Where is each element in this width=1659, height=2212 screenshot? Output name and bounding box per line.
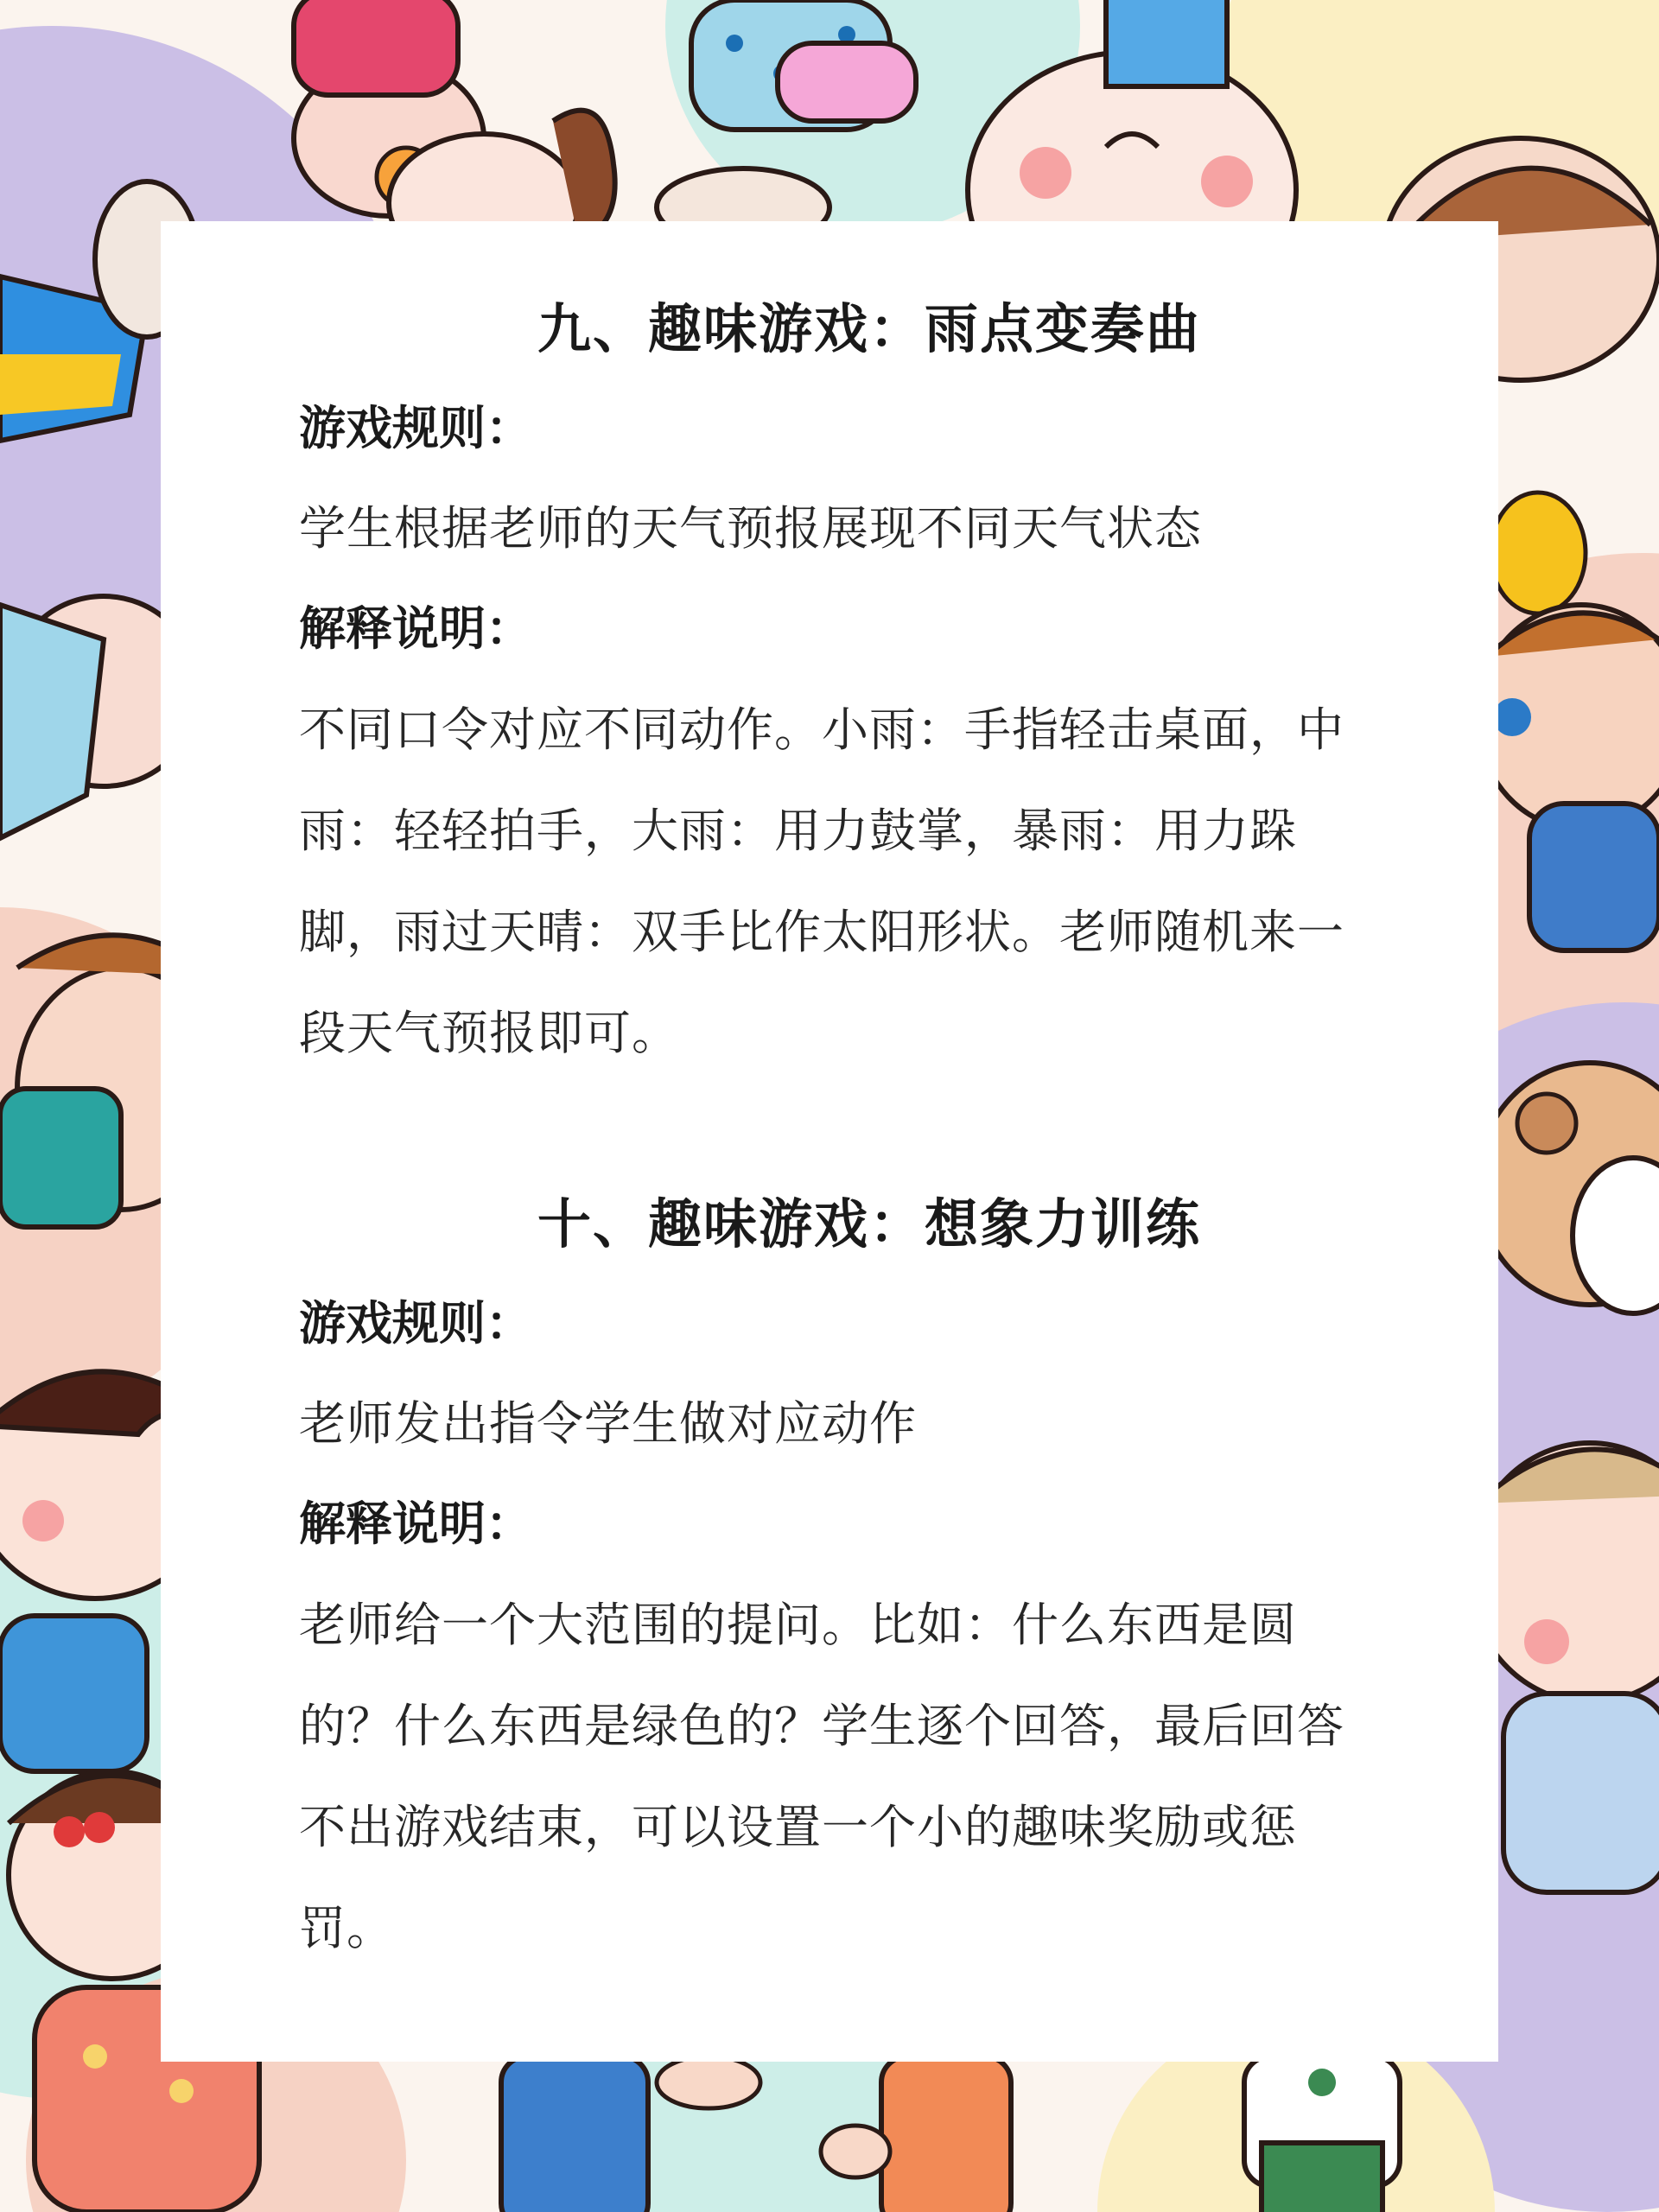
rules-label: 游戏规则：: [299, 1296, 532, 1351]
explain-label: 解释说明：: [299, 601, 532, 656]
explain-text: 老师给一个大范围的提问。比如：什么东西是圆的？什么东西是绿色的？学生逐个回答，最后回答不出游戏结束，可以设置一个小的趣味奖励或惩罚。: [299, 1598, 1344, 1955]
content-area: [299, 282, 1388, 1979]
rules-text: 老师发出指令学生做对应动作: [299, 1396, 917, 1451]
cartoon-kid-icon: [1244, 2056, 1400, 2212]
game-section-nine: [299, 282, 1388, 1084]
content-card: [161, 221, 1498, 2062]
explain-label: 解释说明：: [299, 1497, 532, 1551]
game-section-ten: [299, 1177, 1388, 1979]
section-title: 十、趣味游戏：想象力训练: [537, 1192, 1201, 1255]
rules-label: 游戏规则：: [299, 401, 532, 455]
rules-text: 学生根据老师的天气预报展现不同天气状态: [299, 501, 1202, 556]
explain-text: 不同口令对应不同动作。小雨：手指轻击桌面，中雨：轻轻拍手，大雨：用力鼓掌，暴雨：用力跺脚，雨过天晴：双手比作太阳形状。老师随机来一段天气预报即可。: [299, 702, 1344, 1060]
section-title: 九、趣味游戏：雨点变奏曲: [537, 297, 1201, 360]
